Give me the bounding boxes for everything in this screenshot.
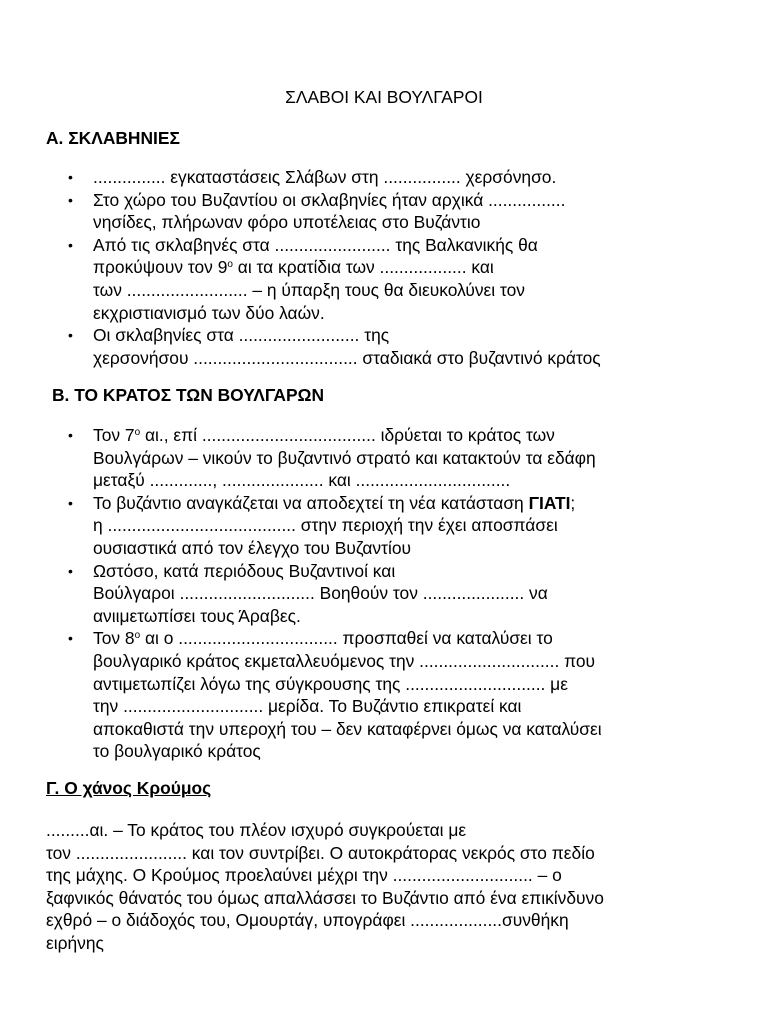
list-item: • ............... εγκαταστάσεις Σλάβων στη ................ χερσόνησο. (68, 166, 708, 189)
section-b-heading: Β. ΤΟ ΚΡΑΤΟΣ ΤΩΝ ΒΟΥΛΓΑΡΩΝ (52, 385, 325, 405)
list-item: • Στο χώρο του Βυζαντίου οι σκλαβηνίες ήταν αρχικά ................ νησίδες, πλήρωναν φόρο υποτέλειας στο Βυζάντιο (68, 189, 708, 234)
section-c-heading: Γ. Ο χάνος Κρούμος (46, 778, 212, 798)
list-item: • Οι σκλαβηνίες στα ......................... της χερσονήσου .................................. σταδιακά στο βυζαντινό κράτος (68, 324, 708, 369)
emphasis-why: ΓΙΑΤΙ (528, 492, 571, 513)
section-a-list (68, 166, 708, 369)
page-title: ΣΛΑΒΟΙ ΚΑΙ ΒΟΥΛΓΑΡΟΙ (285, 87, 483, 107)
section-a-heading: Α. ΣΚΛΑΒΗΝΙΕΣ (46, 128, 180, 148)
list-item: • Τον $8^o$ αι ο ................................. προσπαθεί να καταλύσει το βουλγαρικό κράτος εκμεταλλευόμενος την ............................. που αντιμετωπίζει λόγω της σύγκρουσης της ............................. με την ............................. μερίδα. Το Βυζάντιο επικρατεί και αποκαθιστά την υπεροχή του – δεν καταφέρνει όμως να καταλύσει το βουλγαρικό κράτος (68, 627, 708, 763)
list-item: • Από τις σκλαβηνές στα ........................ της Βαλκανικής θα προκύψουν τον $9^o$ αι τα κρατίδια των .................. και των ......................... – η ύπαρξη τους θα διευκολύνει τον εκχριστιανισμό των δύο λαών. (68, 234, 708, 324)
section-b-list (68, 424, 708, 763)
list-item: • Τον $7^o$ αι., επί .................................... ιδρύεται το κράτος των Βουλγάρων – νικούν το βυζαντινό στρατό και κατακτούν τα εδάφη μεταξύ ............., ..................... και ................................ (68, 424, 708, 492)
section-c-paragraph: .........αι. – Το κράτος του πλέον ισχυρό συγκρούεται με τον ....................... και τον συντρίβει. Ο αυτοκράτορας νεκρός στο πεδίο της μάχης. Ο Κρούμος προελαύνει μέχρι την ............................. – ο ξαφνικός θάνατός του όμως απαλλάσσει το Βυζάντιο από ένα επικίνδυνο εχθρό – ο διάδοχός του, Ομουρτάγ, υπογράφει ...................συνθήκη ειρήνης (46, 820, 604, 953)
list-item: • Το βυζάντιο αναγκάζεται να αποδεχτεί τη νέα κατάσταση ΓΙΑΤΙ; η ....................................... στην περιοχή την έχει αποσπάσει ουσιαστικά από τον έλεγχο του Βυζαντίου (68, 492, 708, 560)
list-item: • Ωστόσο, κατά περιόδους Βυζαντινοί και Βούλγαροι ............................ Βοηθούν τον ..................... να ανιιμετωπίσει τους Άραβες. (68, 560, 708, 628)
